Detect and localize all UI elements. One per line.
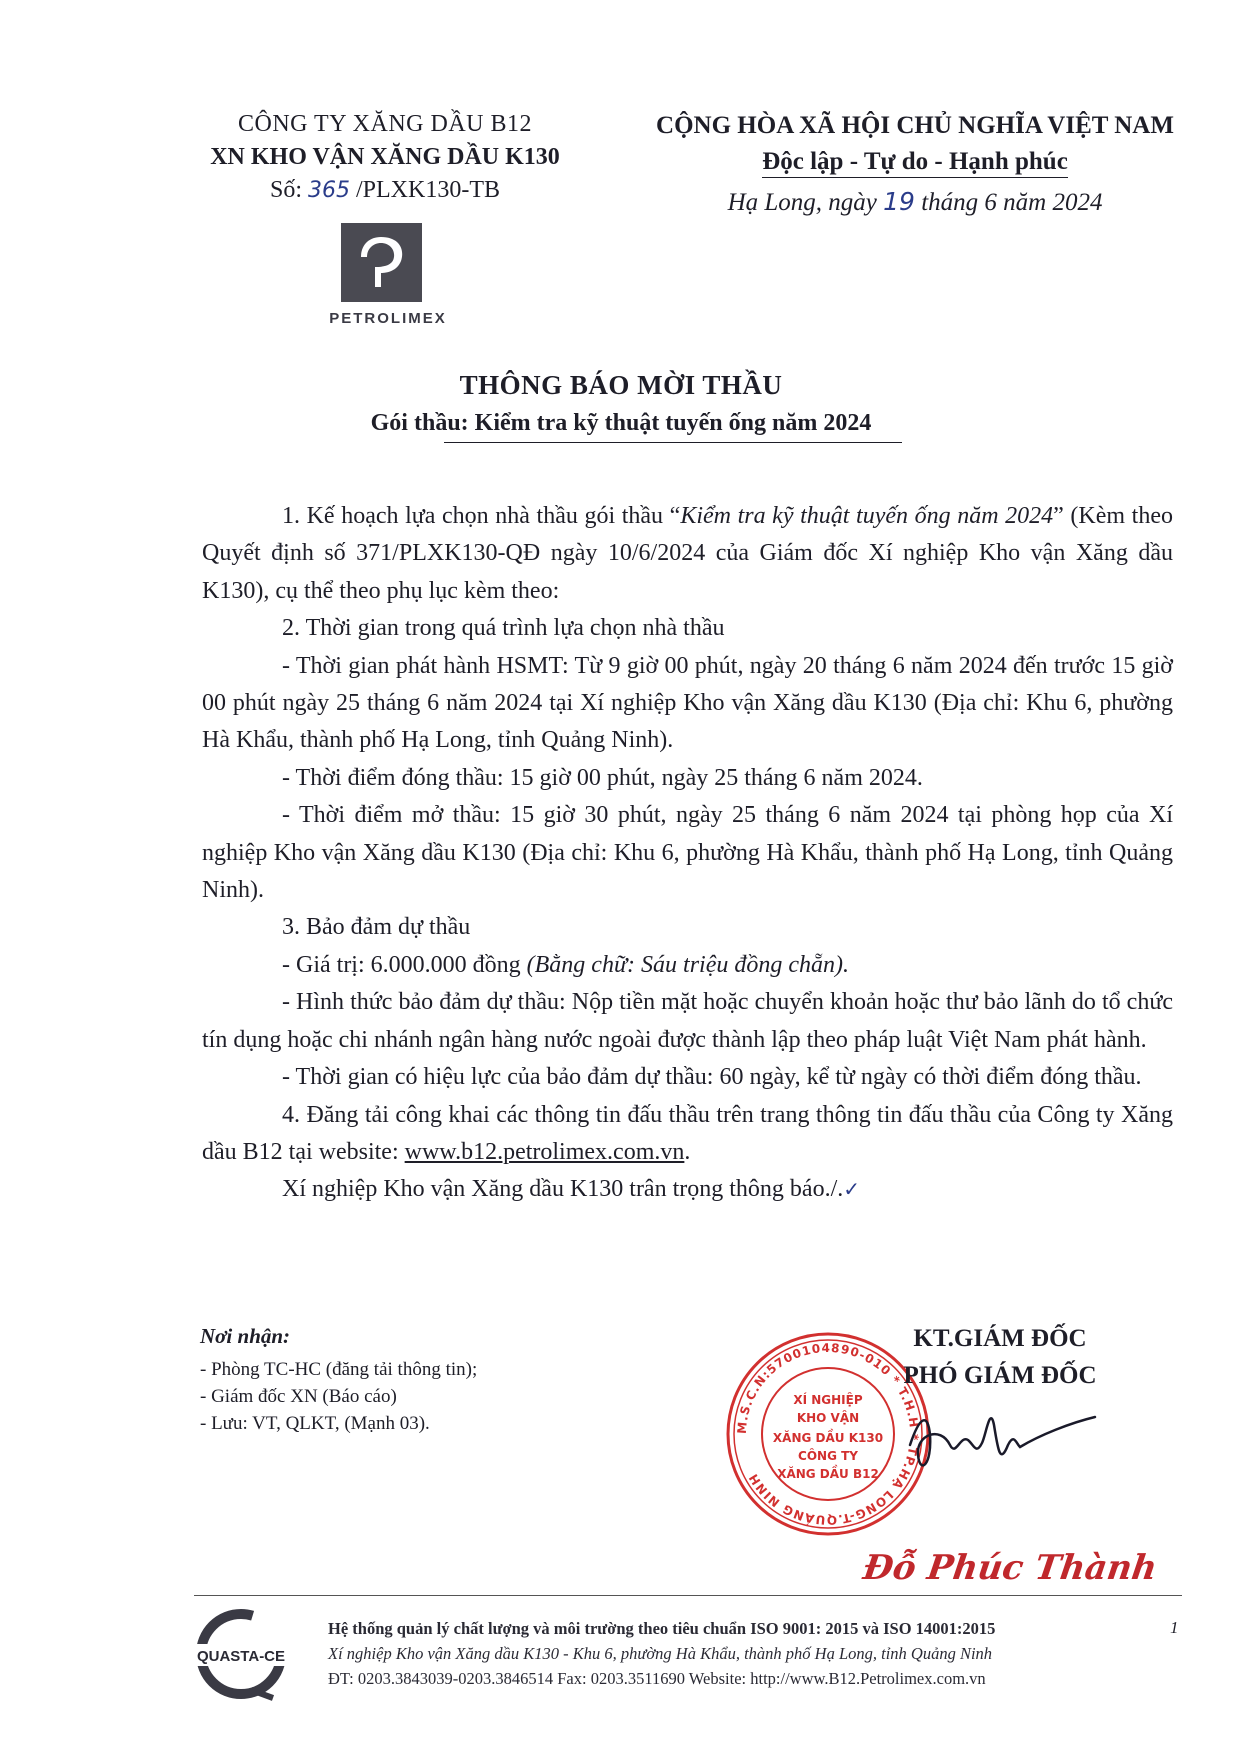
svg-text:KHO VẬN: KHO VẬN bbox=[796, 1411, 860, 1425]
date-prefix: Hạ Long, ngày bbox=[727, 189, 877, 216]
svg-text:QUASTA-CE: QUASTA-CE bbox=[196, 1648, 286, 1665]
nation-title: CỘNG HÒA XÃ HỘI CHỦ NGHĨA VIỆT NAM bbox=[656, 112, 1174, 139]
website-link[interactable]: www.b12.petrolimex.com.vn bbox=[404, 1138, 685, 1165]
svg-text:XĂNG DẦU B12: XĂNG DẦU B12 bbox=[777, 1467, 879, 1481]
issuer-block bbox=[160, 108, 610, 207]
petrolimex-logo-icon bbox=[341, 223, 422, 302]
p1-text-cont: ” (Kèm theo Quyết định số 371/PLXK130-QĐ ngày 10/6/2024 của Giám đốc Xí nghiệp Kho vận Xăng dầu K130), cụ thể theo phụ lục kèm theo: bbox=[202, 503, 1173, 604]
p7-in-words: (Bằng chữ: Sáu triệu đồng chẵn). bbox=[526, 951, 849, 978]
document-title: THÔNG BÁO MỜI THẦU bbox=[459, 370, 783, 400]
paragraph-2: 2. Thời gian trong quá trình lựa chọn nhà thầu bbox=[282, 615, 725, 642]
signatory-title bbox=[800, 1320, 1200, 1394]
recipients-block bbox=[200, 1323, 620, 1437]
recipient-item: - Lưu: VT, QLKT, (Mạnh 03). bbox=[200, 1413, 430, 1434]
doc-no-prefix: Số: bbox=[269, 177, 302, 203]
p10-end: . bbox=[684, 1138, 691, 1165]
page-number: 1 bbox=[1170, 1618, 1179, 1637]
footer-address: Xí nghiệp Kho vận Xăng dầu K130 - Khu 6, phường Hà Khẩu, thành phố Hạ Long, tỉnh Quảng Ninh bbox=[328, 1644, 993, 1663]
paragraph-3: - Thời gian phát hành HSMT: Từ 9 giờ 00 phút, ngày 20 tháng 6 năm 2024 đến trước 15 giờ 00 phút ngày 25 tháng 6 năm 2024 tại Xí nghiệp Kho vận Xăng dầu K130 (Địa chỉ: Khu 6, phường Hà Khẩu, thành phố Hạ Long, tỉnh Quảng Ninh). bbox=[202, 652, 1173, 754]
subtitle-underline bbox=[444, 442, 902, 443]
unit-name: XN KHO VẬN XĂNG DẦU K130 bbox=[210, 144, 560, 170]
national-header bbox=[630, 108, 1200, 221]
paragraph-5: - Thời điểm mở thầu: 15 giờ 30 phút, ngày 25 tháng 6 năm 2024 tại phòng họp của Xí nghiệp Kho vận Xăng dầu K130 (Địa chỉ: Khu 6, phường Hà Khẩu, thành phố Hạ Long, tỉnh Quảng Ninh). bbox=[202, 802, 1173, 904]
footer-block bbox=[328, 1616, 1118, 1691]
recipient-item: - Phòng TC-HC (đăng tải thông tin); bbox=[200, 1359, 478, 1380]
recipient-item: - Giám đốc XN (Báo cáo) bbox=[200, 1386, 397, 1407]
paragraph-9: - Thời gian có hiệu lực của bảo đảm dự thầu: 60 ngày, kể từ ngày có thời điểm đóng thầu. bbox=[282, 1064, 1142, 1091]
signatory-title-1: KT.GIÁM ĐỐC bbox=[913, 1325, 1087, 1352]
signer-name: Đỗ Phúc Thành bbox=[860, 1548, 1160, 1588]
svg-text:CÔNG TY: CÔNG TY bbox=[798, 1449, 858, 1463]
document-number bbox=[160, 174, 610, 207]
p10-text: 4. Đăng tải công khai các thông tin đấu thầu trên trang thông tin đấu thầu của Công ty Xăng dầu B12 tại website: bbox=[202, 1101, 1173, 1165]
doc-no-handwritten: 365 bbox=[308, 178, 350, 203]
handwritten-signature-icon bbox=[890, 1395, 1100, 1485]
motto: Độc lập - Tự do - Hạnh phúc bbox=[762, 147, 1068, 178]
footer-divider bbox=[194, 1595, 1182, 1596]
document-subtitle: Gói thầu: Kiểm tra kỹ thuật tuyến ống năm 2024 bbox=[370, 410, 872, 436]
logo-wordmark: PETROLIMEX bbox=[329, 310, 447, 327]
document-body bbox=[202, 498, 1173, 1209]
paragraph-6: 3. Bảo đảm dự thầu bbox=[282, 914, 471, 941]
paragraph-10 bbox=[202, 1097, 1173, 1172]
recipients-label: Nơi nhận: bbox=[200, 1324, 291, 1348]
date-day-handwritten: 19 bbox=[883, 187, 915, 216]
issue-date bbox=[630, 184, 1200, 221]
p1-text: 1. Kế hoạch lựa chọn nhà thầu gói thầu “ bbox=[282, 503, 681, 529]
quasta-certification-logo-icon bbox=[193, 1606, 289, 1702]
signatory-title-2: PHÓ GIÁM ĐỐC bbox=[903, 1362, 1097, 1389]
footer-iso: Hệ thống quản lý chất lượng và môi trường theo tiêu chuẩn ISO 9001: 2015 và ISO 14001:2015 bbox=[328, 1619, 996, 1638]
p7-text: - Giá trị: 6.000.000 đồng bbox=[282, 951, 527, 978]
initial-mark-icon: ✓ bbox=[843, 1177, 860, 1202]
paragraph-1 bbox=[202, 498, 1173, 610]
svg-text:M.S.C.N:5700104890-010 * T.H.H: M.S.C.N:5700104890-010 * T.H.H * TP.HẠ LONG-T.QUẢNG NINH bbox=[734, 1340, 922, 1528]
company-name: CÔNG TY XĂNG DẦU B12 bbox=[237, 111, 532, 137]
svg-text:XĂNG DẦU K130: XĂNG DẦU K130 bbox=[772, 1431, 884, 1445]
footer-contact: ĐT: 0203.3843039-0203.3846514 Fax: 0203.3511690 Website: http://www.B12.Petrolimex.com.vn bbox=[328, 1669, 986, 1688]
paragraph-8: - Hình thức bảo đảm dự thầu: Nộp tiền mặt hoặc chuyển khoản hoặc thư bảo lãnh do tổ chức tín dụng hoặc chi nhánh ngân hàng nước ngoài được thành lập theo pháp luật Việt Nam phát hành. bbox=[202, 989, 1173, 1053]
paragraph-4: - Thời điểm đóng thầu: 15 giờ 00 phút, ngày 25 tháng 6 năm 2024. bbox=[282, 764, 923, 791]
svg-text:XÍ NGHIỆP: XÍ NGHIỆP bbox=[793, 1393, 863, 1407]
paragraph-11 bbox=[202, 1171, 1173, 1208]
date-suffix: tháng 6 năm 2024 bbox=[921, 189, 1103, 216]
paragraph-7 bbox=[202, 947, 1173, 984]
doc-no-suffix: /PLXK130-TB bbox=[356, 177, 500, 203]
p1-package-name: Kiểm tra kỹ thuật tuyến ống năm 2024 bbox=[680, 503, 1054, 529]
p11-text: Xí nghiệp Kho vận Xăng dầu K130 trân trọng thông báo./. bbox=[282, 1176, 844, 1203]
